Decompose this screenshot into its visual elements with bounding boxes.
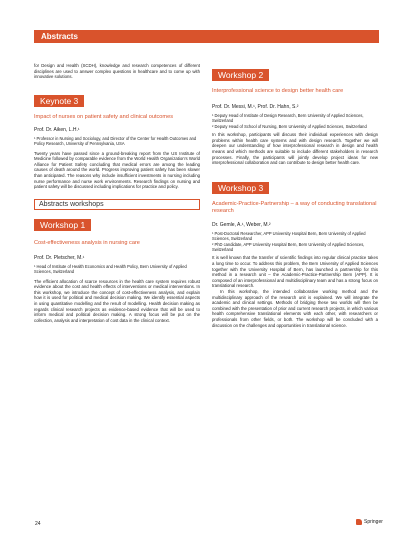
publisher-logo: [356, 519, 383, 525]
workshop-3-authors: Dr. Gemle, A.¹, Weber, M.²: [212, 221, 271, 228]
workshop-3-affiliation: ¹ Post-Doctoral Researcher, APP University Hospital Bern, Bern University of Applied Sciences, Switzerland ² PhD candidate, APP University Hospital Bern, Bern University of Applied Sciences, Switzerland: [212, 230, 366, 252]
workshop-1-label: Workshop 1: [34, 219, 91, 231]
workshop-1-title: Cost-effectiveness analysis in nursing care: [34, 239, 140, 246]
keynote-3-title: Impact of nurses on patient safety and clinical outcomes: [34, 113, 173, 120]
workshop-3-title: Academic-Practice-Partnership – a way of conducting translational research: [212, 200, 377, 214]
workshop-3-label: Workshop 3: [212, 182, 269, 194]
workshop-1-body: The efficient allocation of scarce resources in the health care system requires robust evidence about the cost and health effects of interventions or medical interventions. In this workshop, we introduce the concept of cost-effectiveness analysis, and explain how it is used for political and medical decision making. We identify essential aspects in using quantitative modelling and the result of modelling. Health decision making as regards clinical research projects as evidence-based evidence that will be used to inform medical and political decision making. A strong focus will be put on the collection, analysis and interpretation of cost data in the clinical context.: [34, 278, 200, 323]
publisher-name: Springer: [364, 519, 383, 525]
workshop-2-authors: Prof. Dr. Messi, M.¹, Prof. Dr. Hahn, S.²: [212, 104, 299, 110]
workshop-3-body-1: It is well known that the transfer of scientific findings into regular clinical practice takes a long time to occur. To address this problem, the Bern University of Applied Sciences together with the University Hospital of Bern, has launched a partnership for this method in a research unit – the Academic-Practice-Partnership Bern (APP). It is composed of an interprofessional and multidisciplinary team and has a strong focus on translational research.: [212, 255, 378, 289]
left-column: [34, 63, 200, 323]
keynote-3-authors: Prof. Dr. Aiken, L.H.¹: [34, 126, 80, 133]
intro-paragraph: for Design and Health (SCDH), knowledge and research competences of different disciplines are used to answer complex questions in healthcare and to come up with innovative solutions.: [34, 63, 200, 80]
workshop-1-authors: Prof. Dr. Pletscher, M.¹: [34, 254, 85, 261]
workshop-2-label: Workshop 2: [212, 69, 269, 81]
workshop-2-affiliation: ¹ Deputy Head of Institute of Design Research, Bern University of Applied Sciences, Switzerland ² Deputy Head of School of Nursing, Bern University of Applied Sciences, Switzerland: [212, 113, 367, 129]
workshop-2-body: In this workshop, participants will discuss their individual experiences with design problems within health care systems and with design research. Together we will deepen our understanding of how interprofessional research in design and health means and which methods are suitable to include different stakeholders in research processes. Finally, the participants will jointly develop project ideas for new interprofessional collaboration and can contribute to design better health care.: [212, 132, 378, 166]
abstracts-workshops-label: Abstracts workshops: [39, 200, 104, 208]
workshop-1-affiliation: ¹ Head of Institute of Health Economics and Health Policy, Bern University of Applied Sciences, Switzerland: [34, 263, 187, 275]
keynote-3-label: Keynote 3: [34, 95, 84, 107]
springer-horse-icon: [356, 519, 362, 525]
keynote-3-affiliation: ¹ Professor in Nursing and Sociology, and Director of the Center for Health Outcomes and Policy Research, University of Pennsylvania, USA: [34, 135, 197, 147]
section-header-title: Abstracts: [41, 32, 78, 41]
right-column: [212, 65, 378, 328]
section-header-bar: [34, 30, 379, 43]
keynote-3-body: Twenty years have passed since a ground-breaking report from the US Institute of Medicine followed by comparable evidence from the World Health Organization's World Alliance for Patient Safety concluding that medical errors are among the leading causes of death around the world. Progress improving patient safety has been slower than anticipated. The reasons why include insufficient investments in nursing including nurse performance and nurse work environments. Research findings on nursing and patient safety will be discussed including implications for practice and policy.: [34, 150, 200, 190]
page-number: 24: [35, 521, 41, 527]
workshop-3-body-2: In this workshop, the intended collaborative working method and the multidisciplinary approach of the research unit is explained. We will integrate the academic and clinical settings. Methods of bridging these two worlds will then be combined with the presentation of prior and current research projects, in which various health comprehensive translational elements with each other, with researchers or professionals from other fields, or both. The workshop will be concluded with a discussion on the challenges and opportunities in translational science.: [212, 288, 378, 328]
abstracts-workshops-box: [34, 199, 200, 210]
workshop-2-title: Interprofessional science to design better health care: [212, 88, 344, 94]
